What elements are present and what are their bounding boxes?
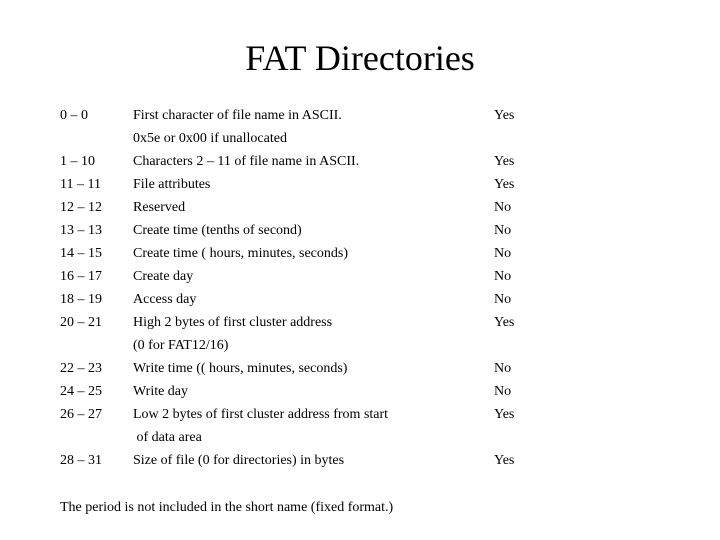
byte-range: 14 – 15 — [60, 246, 102, 261]
field-flag: No — [494, 246, 512, 261]
field-description: Create time (tenths of second) — [133, 223, 302, 238]
field-flag: Yes — [494, 315, 515, 330]
byte-range: 11 – 11 — [60, 177, 101, 192]
byte-range: 28 – 31 — [60, 453, 102, 468]
table-row — [0, 219, 720, 242]
field-description: Reserved — [133, 200, 186, 215]
field-flag: Yes — [494, 407, 515, 422]
table-row — [0, 173, 720, 196]
field-description: High 2 bytes of first cluster address — [133, 315, 333, 330]
table-row — [0, 449, 720, 472]
field-flag: No — [494, 269, 512, 284]
byte-range: 13 – 13 — [60, 223, 102, 238]
field-description: Create time ( hours, minutes, seconds) — [133, 246, 349, 261]
field-description: 0x5e or 0x00 if unallocated — [133, 131, 287, 146]
table-row — [0, 104, 720, 127]
field-flag: Yes — [494, 154, 515, 169]
byte-range: 22 – 23 — [60, 361, 102, 376]
byte-range: 18 – 19 — [60, 292, 102, 307]
table-row — [0, 311, 720, 334]
table-row — [0, 357, 720, 380]
footnote: The period is not included in the short name (fixed format.) — [60, 500, 394, 515]
field-flag: No — [494, 361, 512, 376]
table-row — [0, 426, 720, 449]
field-flag: No — [494, 384, 512, 399]
field-description: File attributes — [133, 177, 211, 192]
directory-entry-table — [0, 104, 720, 472]
field-description: Create day — [133, 269, 194, 284]
field-description: Low 2 bytes of first cluster address from start — [133, 407, 389, 422]
table-row — [0, 242, 720, 265]
field-description: Size of file (0 for directories) in bytes — [133, 453, 345, 468]
table-row — [0, 380, 720, 403]
byte-range: 0 – 0 — [60, 108, 88, 123]
table-row — [0, 196, 720, 219]
field-description: Access day — [133, 292, 197, 307]
byte-range: 20 – 21 — [60, 315, 102, 330]
field-flag: Yes — [494, 108, 515, 123]
field-description: Characters 2 – 11 of file name in ASCII. — [133, 154, 360, 169]
byte-range: 26 – 27 — [60, 407, 102, 422]
field-flag: Yes — [494, 453, 515, 468]
field-description: Write time (( hours, minutes, seconds) — [133, 361, 348, 376]
byte-range: 1 – 10 — [60, 154, 95, 169]
field-flag: Yes — [494, 177, 515, 192]
field-description: Write day — [133, 384, 189, 399]
table-row — [0, 403, 720, 426]
slide-title: FAT Directories — [245, 38, 475, 78]
field-description: (0 for FAT12/16) — [133, 338, 229, 353]
table-row — [0, 127, 720, 150]
byte-range: 16 – 17 — [60, 269, 102, 284]
table-row — [0, 288, 720, 311]
byte-range: 12 – 12 — [60, 200, 102, 215]
field-flag: No — [494, 292, 512, 307]
field-description: First character of file name in ASCII. — [133, 108, 342, 123]
field-description: of data area — [133, 430, 202, 445]
table-row — [0, 265, 720, 288]
field-flag: No — [494, 200, 512, 215]
table-row — [0, 334, 720, 357]
field-flag: No — [494, 223, 512, 238]
table-row — [0, 150, 720, 173]
byte-range: 24 – 25 — [60, 384, 102, 399]
